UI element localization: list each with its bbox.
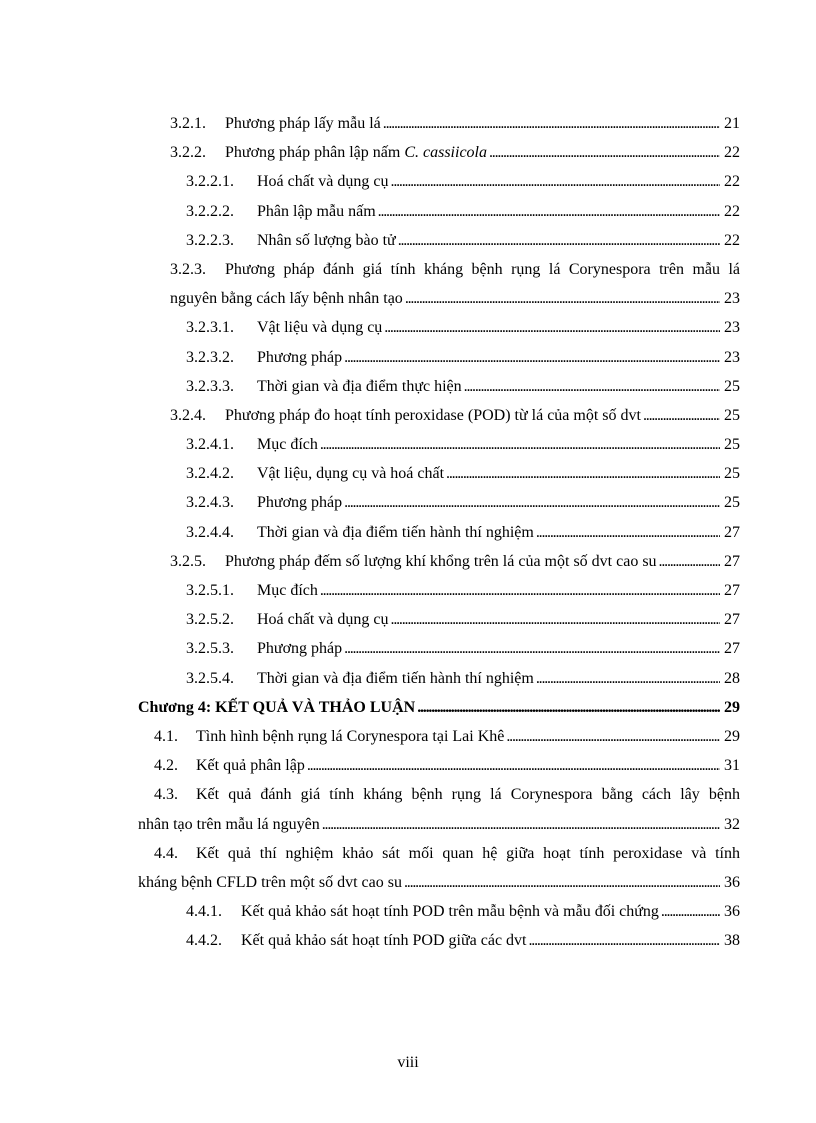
toc-row [0, 693, 816, 722]
toc-entry[interactable] [186, 605, 740, 634]
toc-row [0, 167, 816, 196]
page-number: 27 [724, 611, 740, 629]
toc-entry[interactable] [186, 518, 740, 547]
dot-leader [659, 547, 720, 576]
dot-leader [398, 226, 720, 255]
dot-leader [446, 459, 720, 488]
toc-row [0, 284, 816, 313]
section-title [225, 138, 487, 167]
section-number: 3.2.5. [170, 552, 206, 570]
toc-entry[interactable] [186, 664, 740, 693]
toc-entry[interactable] [170, 401, 740, 430]
page-number: 25 [724, 494, 740, 512]
section-title: Vật liệu và dụng cụ [257, 319, 383, 337]
section-number: 3.2.2.2. [186, 202, 234, 220]
section-number: 3.2.5.4. [186, 669, 234, 687]
toc-entry[interactable] [186, 576, 740, 605]
toc-entry-line1[interactable] [170, 255, 740, 284]
toc-entry-line1[interactable] [154, 780, 740, 809]
section-number: 3.2.5.1. [186, 582, 234, 599]
toc-entry[interactable] [186, 313, 740, 342]
dot-leader [404, 868, 720, 897]
dot-leader [344, 488, 720, 517]
dot-leader [322, 810, 720, 839]
toc-row [0, 343, 816, 372]
section-number: 3.2.4.1. [186, 436, 234, 454]
dot-leader [489, 138, 720, 167]
section-title: Thời gian và địa điểm tiến hành thí nghiệm [257, 669, 534, 687]
section-title: Phương pháp đếm số lượng khí khổng trên lá của một số dvt cao su [225, 552, 657, 570]
section-title-line2: kháng bệnh CFLD trên một số dvt cao su [138, 873, 402, 891]
dot-leader [405, 284, 720, 313]
section-title: Phương pháp [257, 494, 343, 512]
toc-row [0, 605, 816, 634]
page-number: 25 [724, 406, 740, 424]
toc-entry-line2[interactable] [170, 284, 740, 313]
toc-row [0, 839, 816, 868]
page-number: 23 [724, 290, 740, 308]
section-title: Tình hình bệnh rụng lá Corynespora tại Lai Khê [196, 727, 505, 745]
page-number: 27 [724, 582, 740, 599]
section-title: Hoá chất và dụng cụ [257, 611, 389, 629]
toc-row [0, 926, 816, 955]
toc-row [0, 488, 816, 517]
page-number: 22 [724, 144, 740, 162]
section-number: 3.2.4.4. [186, 523, 234, 541]
toc-entry[interactable] [186, 167, 740, 196]
page-number: 25 [724, 377, 740, 395]
section-number: 3.2.4.3. [186, 494, 234, 512]
page-number: 27 [724, 523, 740, 541]
section-number: 3.2.2.3. [186, 231, 234, 249]
section-number: 4.3. [154, 786, 178, 804]
page-number: 25 [724, 465, 740, 483]
section-number: 3.2.2.1. [186, 173, 234, 191]
page-number: 22 [724, 202, 740, 220]
toc-row [0, 518, 816, 547]
dot-leader [384, 313, 720, 342]
section-title: Kết quả khảo sát hoạt tính POD giữa các dvt [241, 932, 527, 950]
toc-entry[interactable] [186, 488, 740, 517]
toc-row [0, 576, 816, 605]
toc-entry[interactable] [186, 343, 740, 372]
toc-entry[interactable] [186, 459, 740, 488]
table-of-contents [0, 109, 816, 955]
page-number: 22 [724, 231, 740, 249]
section-number: 3.2.3.3. [186, 377, 234, 395]
section-title: Phương pháp [257, 348, 343, 366]
toc-row [0, 255, 816, 284]
page-number: 28 [724, 669, 740, 687]
section-number: 4.4. [154, 844, 178, 862]
page-number: 29 [724, 727, 740, 745]
toc-entry-line2[interactable] [138, 868, 740, 897]
toc-entry[interactable] [186, 926, 740, 955]
dot-leader [417, 693, 720, 722]
page-number: 29 [724, 698, 740, 716]
toc-entry[interactable] [186, 430, 740, 459]
section-title-line1: Kết quả thí nghiệm khảo sát mối quan hệ giữa hoạt tính peroxidase và tính [196, 844, 740, 862]
section-number: 3.2.5.2. [186, 611, 234, 629]
toc-row [0, 722, 816, 751]
section-title-line2: nhân tạo trên mẫu lá nguyên [138, 815, 320, 833]
section-number: 4.1. [154, 727, 178, 745]
toc-entry[interactable] [186, 226, 740, 255]
toc-row [0, 313, 816, 342]
section-number: 4.4.1. [186, 903, 222, 921]
section-title-italic: C. cassiicola [404, 144, 487, 162]
toc-chapter-entry[interactable] [138, 693, 740, 722]
section-number: 3.2.3. [170, 260, 206, 278]
page-footer-number: viii [397, 1054, 419, 1071]
section-title: Vật liệu, dụng cụ và hoá chất [257, 465, 445, 483]
section-title: Mục đích [257, 436, 318, 454]
page-number: 31 [724, 757, 740, 775]
section-number: 3.2.3.2. [186, 348, 234, 366]
toc-entry[interactable] [186, 197, 740, 226]
toc-entry[interactable] [170, 109, 740, 138]
toc-row [0, 751, 816, 780]
toc-entry[interactable] [186, 372, 740, 401]
dot-leader [344, 343, 720, 372]
toc-row [0, 138, 816, 167]
section-title: Nhân số lượng bào tử [257, 231, 396, 249]
dot-leader [344, 634, 720, 663]
toc-row [0, 634, 816, 663]
dot-leader [536, 518, 720, 547]
section-title-line2: nguyên bằng cách lấy bệnh nhân tạo [170, 290, 403, 308]
toc-entry[interactable] [170, 547, 740, 576]
dot-leader [307, 751, 720, 780]
dot-leader [464, 372, 720, 401]
section-title: Thời gian và địa điểm thực hiện [257, 377, 462, 395]
page-number: 25 [724, 436, 740, 454]
page-number: 36 [724, 903, 740, 921]
dot-leader [661, 897, 720, 926]
page-number: 23 [724, 319, 740, 337]
dot-leader [383, 109, 720, 138]
section-title: Phương pháp [257, 640, 343, 658]
section-title: Phương pháp đo hoạt tính peroxidase (POD) từ lá của một số dvt [225, 406, 641, 424]
toc-row [0, 430, 816, 459]
toc-entry[interactable] [154, 722, 740, 751]
section-title: Kết quả khảo sát hoạt tính POD trên mẫu bệnh và mẫu đối chứng [241, 903, 659, 921]
section-title: Hoá chất và dụng cụ [257, 173, 389, 191]
section-number: 4.2. [154, 757, 178, 775]
section-title-line1: Kết quả đánh giá tính kháng bệnh rụng lá Corynespora bằng cách lây bệnh [196, 786, 740, 804]
page-number: 38 [724, 932, 740, 950]
toc-row [0, 868, 816, 897]
section-title: Kết quả phân lập [196, 757, 305, 775]
toc-entry-line2[interactable] [138, 810, 740, 839]
page-number: 22 [724, 173, 740, 191]
toc-row [0, 897, 816, 926]
toc-row [0, 109, 816, 138]
section-title: Phân lập mẫu nấm [257, 202, 376, 220]
dot-leader [506, 722, 720, 751]
section-number: 3.2.4. [170, 406, 206, 424]
toc-entry-line1[interactable] [154, 839, 740, 868]
toc-row [0, 547, 816, 576]
section-number: 3.2.2. [170, 144, 206, 162]
section-number: 3.2.3.1. [186, 319, 234, 337]
toc-entry[interactable] [170, 138, 740, 167]
section-number: 3.2.1. [170, 115, 206, 132]
toc-row [0, 197, 816, 226]
dot-leader [643, 401, 720, 430]
section-number: 3.2.4.2. [186, 465, 234, 483]
section-number: 3.2.5.3. [186, 640, 234, 658]
toc-row [0, 372, 816, 401]
dot-leader [536, 664, 720, 693]
page-number: 32 [724, 815, 740, 833]
toc-entry[interactable] [186, 897, 740, 926]
page-number: 23 [724, 348, 740, 366]
toc-row [0, 780, 816, 809]
toc-entry[interactable] [186, 634, 740, 663]
dot-leader [320, 576, 720, 605]
toc-row [0, 810, 816, 839]
section-number: 4.4.2. [186, 932, 222, 950]
section-title: Phương pháp lấy mẫu lá [225, 115, 381, 132]
toc-row [0, 226, 816, 255]
section-title-text: Phương pháp phân lập nấm [225, 144, 405, 162]
toc-row [0, 664, 816, 693]
page-number: 27 [724, 640, 740, 658]
dot-leader [391, 167, 720, 196]
dot-leader [529, 926, 721, 955]
section-title-line1: Phương pháp đánh giá tính kháng bệnh rụng lá Corynespora trên mẫu lá [225, 260, 740, 278]
page-number: 36 [724, 873, 740, 891]
toc-row [0, 459, 816, 488]
section-title: Thời gian và địa điểm tiến hành thí nghiệm [257, 523, 534, 541]
dot-leader [391, 605, 720, 634]
dot-leader [320, 430, 720, 459]
section-title: Mục đích [257, 582, 318, 599]
toc-entry[interactable] [154, 751, 740, 780]
dot-leader [378, 197, 720, 226]
chapter-title: Chương 4: KẾT QUẢ VÀ THẢO LUẬN [138, 698, 416, 716]
page-number: 27 [724, 552, 740, 570]
page-number: 21 [724, 115, 740, 132]
toc-row [0, 401, 816, 430]
